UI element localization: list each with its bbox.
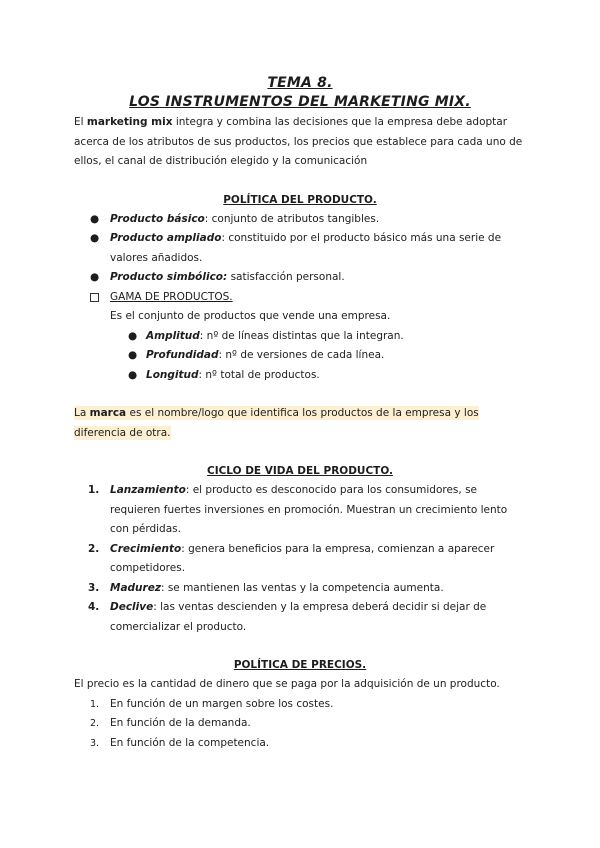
intro-text: integra y combina las decisiones que la empresa debe adoptar acerca de los atributos de sus productos, los precios que establece para cada uno de ellos, el canal de distribución elegido y la comunicación [74,116,523,167]
list-item [74,327,526,347]
gama-dimensions-list [74,327,526,386]
item-term: Amplitud [146,329,200,342]
item-text: : las ventas descienden y la empresa deberá decidir si dejar de comercializar el producto. [110,601,487,633]
life-cycle-list [74,481,526,637]
item-term: Profundidad [146,349,219,361]
item-term: Producto básico [110,212,205,225]
intro-paragraph [74,113,526,172]
price-description: El precio es la cantidad de dinero que se paga por la adquisición de un producto. [74,678,500,690]
price-policy-heading: POLÍTICA DE PRECIOS. [233,659,367,671]
list-item [74,268,526,288]
brand-prefix: La [74,407,90,419]
list-item [74,210,526,230]
item-number: 2. [90,718,100,729]
item-term: Producto simbólico: [110,271,228,283]
item-text: : nº total de productos. [198,368,320,381]
bullet-icon: ● [128,329,138,342]
intro-term: marketing mix [86,116,173,128]
item-number: 3. [88,581,100,594]
list-item [74,734,526,754]
item-term: Longitud [146,368,199,381]
title-line-1: TEMA 8. [267,75,333,91]
item-term: Madurez [110,581,161,594]
item-number: 2. [88,542,100,555]
gama-label: GAMA DE PRODUCTOS. [110,290,233,303]
brand-term: marca [89,407,127,419]
document-title [74,74,526,112]
item-text: : se mantienen las ventas y la competencia aumenta. [160,581,444,594]
bullet-icon: ● [90,271,100,283]
list-item [74,598,526,637]
item-text: satisfacción personal. [227,271,345,283]
list-item [74,579,526,599]
item-number: 1. [90,698,100,710]
item-text: : conjunto de atributos tangibles. [204,212,380,225]
bullet-icon: ● [128,349,138,361]
brand-paragraph [74,404,526,443]
gama-description: Es el conjunto de productos que vende una empresa. [110,310,391,322]
checkbox-icon [90,293,99,302]
item-term: Declive [110,601,154,613]
item-number: 1. [88,484,100,496]
life-cycle-heading: CICLO DE VIDA DEL PRODUCTO. [206,465,394,477]
item-number: 3. [90,737,100,749]
list-item [74,346,526,366]
brand-text: es el nombre/logo que identifica los productos de la empresa y los diferencia de otra. [74,407,479,439]
bullet-icon: ● [90,212,100,225]
item-text: : genera beneficios para la empresa, comienzan a aparecer competidores. [110,542,495,574]
intro-prefix: El [74,116,87,128]
price-methods-list [74,695,526,754]
item-number: 4. [88,601,100,613]
list-item [74,540,526,579]
item-term: Crecimiento [110,542,182,555]
item-text: En función de la demanda. [110,717,251,729]
bullet-icon: ● [90,232,100,244]
list-item [74,481,526,540]
title-line-2: LOS INSTRUMENTOS DEL MARKETING MIX. [129,94,471,110]
item-text: : constituido por el producto básico más una serie de valores añadidos. [110,232,502,264]
product-types-list [74,210,526,308]
bullet-icon: ● [128,368,138,381]
list-item [74,366,526,386]
list-item [74,229,526,268]
item-text: En función de un margen sobre los costes. [110,697,334,710]
item-term: Lanzamiento [110,484,186,496]
product-policy-heading: POLÍTICA DEL PRODUCTO. [223,193,377,206]
list-item [74,695,526,715]
item-text: : nº de versiones de cada línea. [218,349,385,361]
brand-highlight [74,406,479,440]
item-text: : el producto es desconocido para los consumidores, se requieren fuertes inversiones en promoción. Muestran un crecimiento lento con pérdidas. [110,484,508,535]
item-term: Producto ampliado [110,232,222,244]
gama-checkbox-item [74,288,526,308]
item-text: : nº de líneas distintas que la integran. [199,329,404,342]
item-text: En función de la competencia. [110,736,270,749]
list-item [74,714,526,734]
